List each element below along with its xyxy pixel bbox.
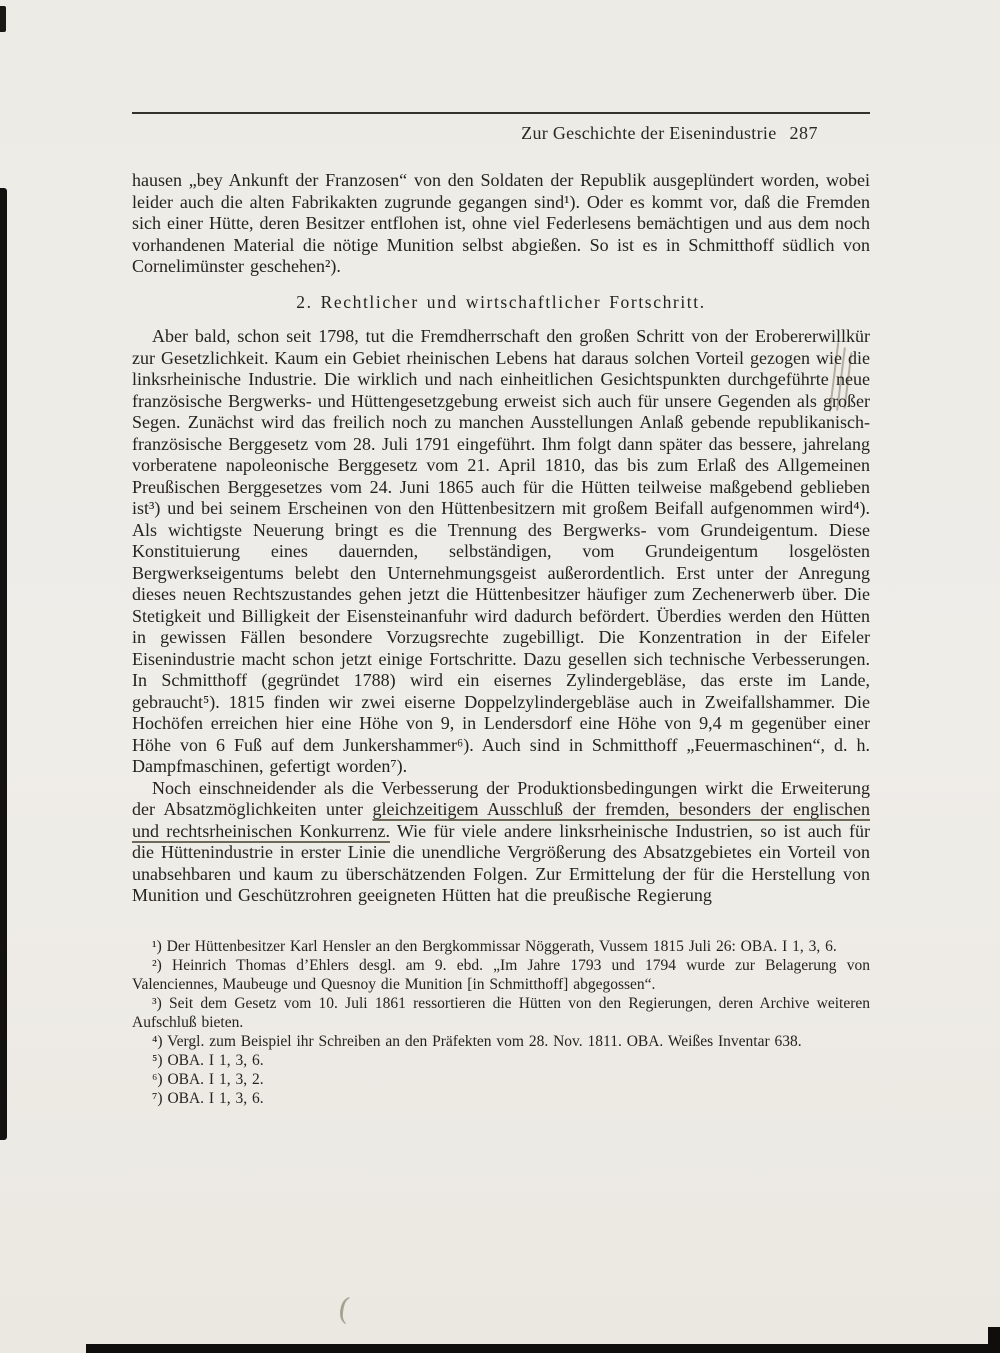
pencil-mark-paren: ( [335, 1291, 353, 1328]
header-rule [132, 112, 870, 114]
page-text-block [132, 112, 870, 1108]
footnote: ²) Heinrich Thomas d’Ehlers desgl. am 9. ebd. „Im Jahre 1793 und 1794 wurde zur Belagerung von Valenciennes, Maubeuge und Quesnoy die Munition [in Schmitthoff] abgegossen“. [132, 956, 870, 993]
paragraph-segment: Wie für viele andere linksrheinische Industrien, so ist auch für die Hüttenindustrie in erster Linie die unendliche Vergrößerung des Absatzgebietes ein Vorteil von unabsehbaren und kaum zu überschätzenden Folgen. Zur Ermittelung der für die Herstellung von Munition und Geschützrohren geeigneten Hütten hat die preußische Regierung [132, 820, 870, 905]
scan-edge-bottom-right [988, 1327, 1000, 1353]
body-text [132, 170, 870, 907]
footnote: ³) Seit dem Gesetz vom 10. Juli 1861 ressortieren die Hütten von den Regierungen, deren Archive weiteren Aufschluß bieten. [132, 994, 870, 1031]
running-head [132, 123, 870, 144]
footnote: ⁷) OBA. I 1, 3, 6. [152, 1089, 264, 1107]
section-heading: 2. Rechtlicher und wirtschaftlicher Fortschritt. [296, 291, 706, 312]
footnote: ⁵) OBA. I 1, 3, 6. [152, 1051, 264, 1069]
pencil-underlined-phrase: gleichzeitigem Ausschluß der fremden, besonders der englischen und rechtsrheinischen Konkurrenz. [132, 799, 870, 841]
scan-edge-bottom [86, 1344, 1000, 1353]
scan-speck-top-left [0, 6, 6, 32]
footnote: ⁶) OBA. I 1, 3, 2. [152, 1070, 264, 1088]
page-number: 287 [789, 123, 818, 143]
scan-edge-left [0, 188, 7, 1140]
running-title: Zur Geschichte der Eisenindustrie [521, 123, 777, 143]
footnotes [132, 937, 870, 1108]
paragraph-continuation: hausen „bey Ankunft der Franzosen“ von den Soldaten der Republik ausgeplündert worden, wobei leider auch die alten Fabrikakten zugrunde gegangen sind¹). Oder es kommt vor, daß die Fremden sich einer Hütte, deren Besitzer entflohen ist, ohne viel Federlesens bemächtigen und aus dem noch vorhandenen Material die nötige Munition selbst abgießen. So ist es in Schmitthoff südlich von Cornelimünster geschehen²). [132, 170, 870, 276]
footnote: ¹) Der Hüttenbesitzer Karl Hensler an den Bergkommissar Nöggerath, Vussem 1815 Juli 26: OBA. I 1, 3, 6. [152, 937, 837, 955]
paragraph-segment: Noch einschneidender als die Verbesserung der Produktionsbedingungen wirkt die Erweiterung der Absatzmöglichkeiten unter [132, 777, 870, 819]
footnote: ⁴) Vergl. zum Beispiel ihr Schreiben an den Präfekten vom 28. Nov. 1811. OBA. Weißes Inventar 638. [152, 1032, 802, 1050]
paragraph: Aber bald, schon seit 1798, tut die Fremdherrschaft den großen Schritt von der Erobererwillkür zur Gesetzlichkeit. Kaum ein Gebiet rheinischen Lebens hat daraus solchen Vorteil gezogen wie die linksrheinische Industrie. Die wirklich und nach einheitlichen Gesichtspunkten durchgeführte neue französische Bergwerks- und Hüttengesetzgebung erweist sich auch für unsere Gegenden als großer Segen. Zunächst wird das freilich noch zu manchen Ausstellungen Anlaß gebende republikanisch-französische Berggesetz vom 28. Juli 1791 eingeführt. Ihm folgt dann später das bessere, jahrelang vorberatene napoleonische Berggesetz vom 21. April 1810, das bis zum Erlaß des Allgemeinen Preußischen Berggesetzes vom 24. Juni 1865 auch für die Hütten teilweise maßgebend geblieben ist³) und bei seinem Erscheinen von den Hüttenbesitzern mit großem Beifall aufgenommen wird⁴). Als wichtigste Neuerung bringt es die Trennung des Bergwerks- vom Grundeigentum. Diese Konstituierung eines dauernden, selbständigen, vom Grundeigentum losgelösten Bergwerkseigentums belebt den Unternehmungsgeist außerordentlich. Erst unter der Anregung dieses neuen Rechtszustandes gehen jetzt die Hüttenbesitzer häufiger zum Zechenerwerb über. Die Stetigkeit und Billigkeit der Eisensteinanfuhr wird dadurch befördert. Überdies werden den Hütten in gewissen Fällen besondere Vorzugsrechte zugebilligt. Die Konzentration in der Eifeler Eisenindustrie macht schon jetzt einige Fortschritte. Dazu gesellen sich technische Verbesserungen. In Schmitthoff (gegründet 1788) wird ein eisernes Zylindergebläse, das erste im Lande, gebraucht⁵). 1815 finden wir zwei eiserne Doppelzylindergebläse auch in Zweifallshammer. Die Hochöfen erreichen hier eine Höhe von 9, in Lendersdorf eine Höhe von 9,4 m gegenüber einer Höhe von 6 Fuß auf dem Junkershammer⁶). Auch sind in Schmitthoff „Feuermaschinen“, d. h. Dampfmaschinen, gefertigt worden⁷). [132, 326, 870, 776]
paragraph [132, 778, 870, 907]
